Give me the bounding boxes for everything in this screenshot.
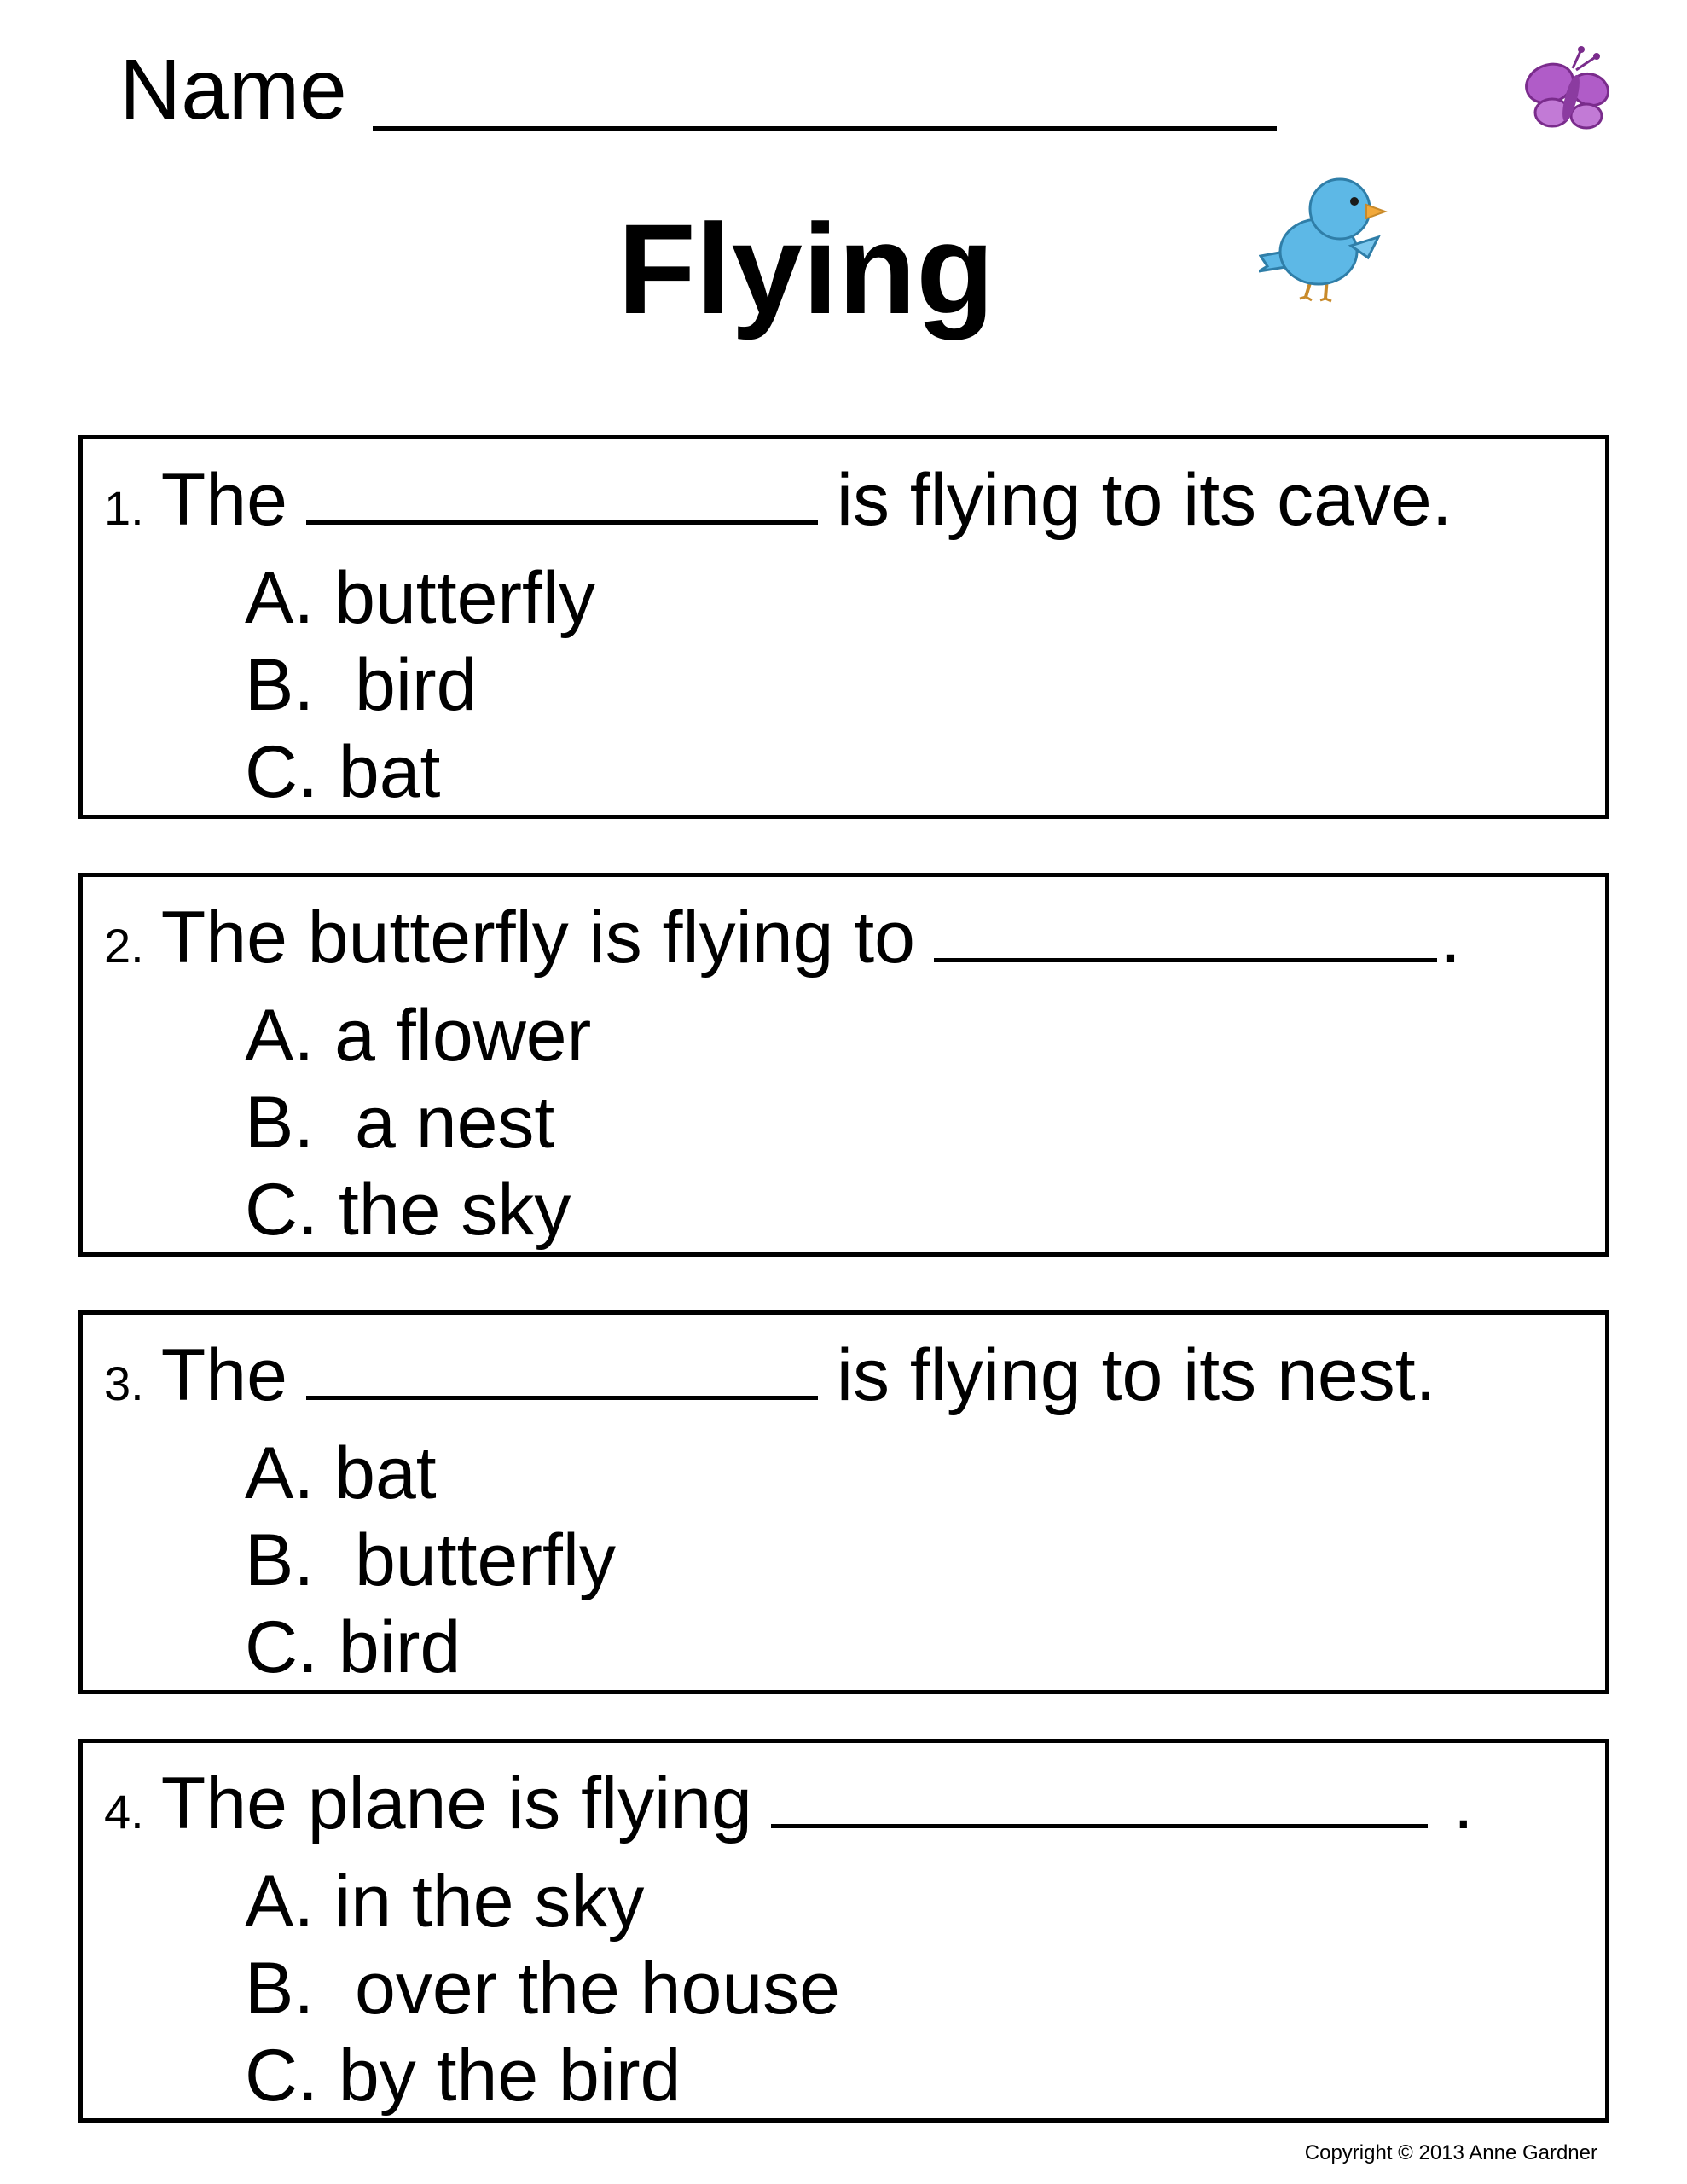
question-prompt — [104, 1334, 1436, 1416]
copyright-notice: Copyright © 2013 Anne Gardner — [1304, 2141, 1597, 2164]
question-prompt — [104, 459, 1452, 541]
answer-options — [245, 555, 595, 816]
answer-blank[interactable] — [306, 1395, 818, 1400]
name-label: Name — [119, 42, 347, 137]
answer-blank[interactable] — [934, 957, 1437, 962]
question-4 — [78, 1739, 1609, 2123]
answer-options — [245, 992, 591, 1253]
butterfly-icon — [1520, 43, 1614, 141]
question-number: 2. — [104, 919, 144, 973]
question-prompt — [104, 1763, 1474, 1844]
question-number: 1. — [104, 481, 144, 535]
question-3 — [78, 1310, 1609, 1694]
question-text-after: . — [1452, 1763, 1474, 1844]
question-number: 4. — [104, 1785, 144, 1838]
answer-blank[interactable] — [771, 1823, 1428, 1828]
page-title: Flying — [617, 197, 994, 340]
option-a[interactable]: A. a flower — [245, 995, 592, 1077]
option-a[interactable]: A. bat — [245, 1432, 437, 1514]
question-prompt — [104, 897, 1461, 979]
option-b[interactable]: B. a nest — [245, 1082, 555, 1164]
question-text-before: The — [160, 1334, 287, 1416]
answer-options — [245, 1430, 616, 1691]
option-c[interactable]: C. bat — [245, 731, 441, 813]
question-text-after: is flying to its cave. — [836, 459, 1452, 541]
name-blank-line[interactable] — [373, 126, 1277, 131]
option-b[interactable]: B. butterfly — [245, 1519, 616, 1601]
question-2 — [78, 873, 1609, 1257]
question-number: 3. — [104, 1356, 144, 1410]
option-c[interactable]: C. by the bird — [245, 2035, 681, 2117]
option-a[interactable]: A. in the sky — [245, 1861, 645, 1943]
option-b[interactable]: B. bird — [245, 644, 478, 726]
answer-options — [245, 1858, 840, 2119]
question-text-before: The butterfly is flying to — [160, 897, 915, 979]
option-c[interactable]: C. bird — [245, 1606, 461, 1688]
question-text-before: The — [160, 459, 287, 541]
name-field-row — [119, 42, 1277, 137]
answer-blank[interactable] — [306, 520, 818, 525]
option-a[interactable]: A. butterfly — [245, 557, 596, 639]
option-c[interactable]: C. the sky — [245, 1169, 571, 1251]
question-1 — [78, 435, 1609, 819]
option-b[interactable]: B. over the house — [245, 1948, 840, 2030]
question-text-before: The plane is flying — [160, 1763, 752, 1844]
question-text-after: . — [1440, 897, 1461, 979]
question-text-after: is flying to its nest. — [836, 1334, 1436, 1416]
